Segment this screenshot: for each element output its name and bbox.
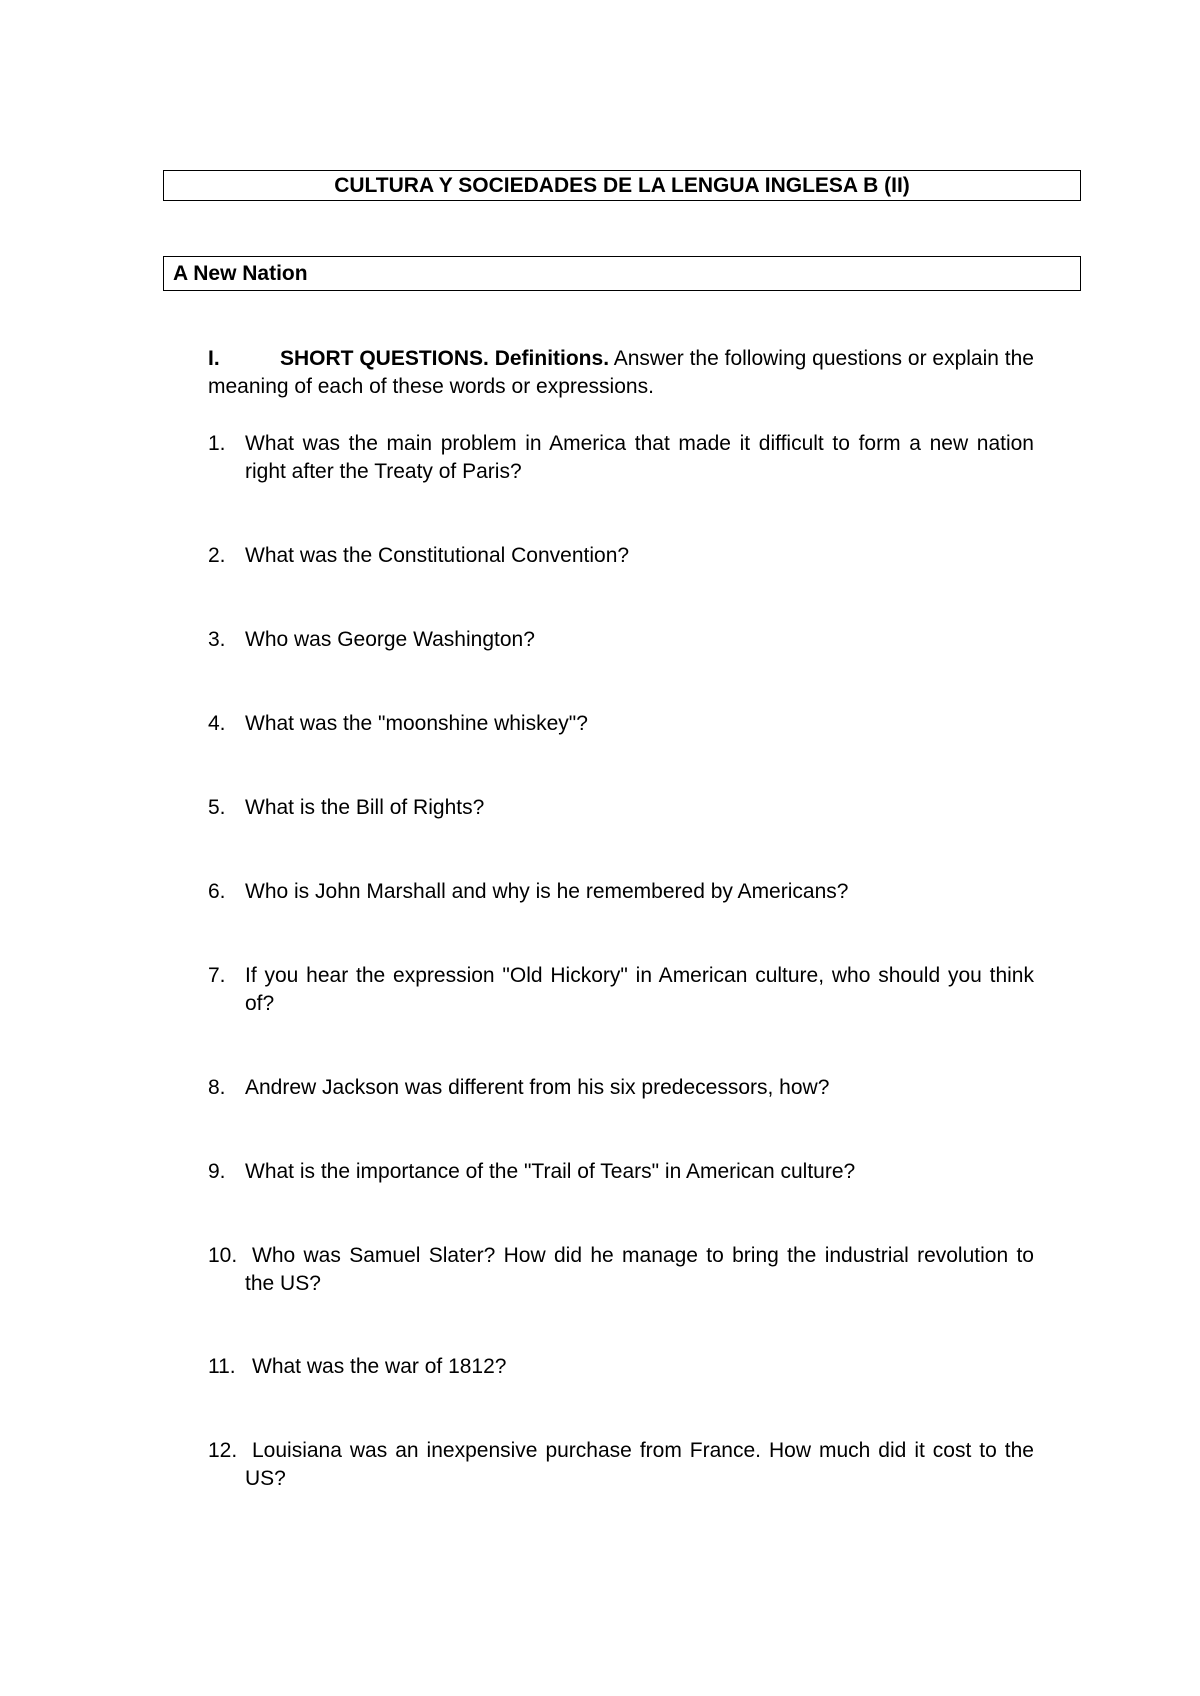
part-number: I. [208, 347, 220, 370]
question-text: If you hear the expression "Old Hickory" in American culture, who should you think of? [245, 964, 1034, 1015]
question-item [208, 1353, 1034, 1381]
question-item [208, 1074, 1034, 1102]
question-number: 9. [208, 1160, 226, 1183]
question-number: 12. [208, 1439, 238, 1462]
question-item [208, 542, 1034, 570]
question-text: Who was Samuel Slater? How did he manage to bring the industrial revolution to the US? [245, 1244, 1034, 1295]
question-item [208, 962, 1034, 1018]
document-title: CULTURA Y SOCIEDADES DE LA LENGUA INGLESA B (II) [163, 170, 1081, 201]
question-item [208, 878, 1034, 906]
question-number: 4. [208, 712, 226, 735]
question-text: What is the Bill of Rights? [245, 796, 485, 819]
question-item [208, 430, 1034, 486]
section-heading: A New Nation [163, 256, 1081, 291]
question-number: 2. [208, 544, 226, 567]
part-instructions: Answer the following questions or explain the meaning of each of these words or expressions. [208, 347, 1034, 398]
question-text: What was the war of 1812? [252, 1355, 507, 1378]
question-number: 5. [208, 796, 226, 819]
question-item [208, 626, 1034, 654]
question-text: Who was George Washington? [245, 628, 535, 651]
question-text: What is the importance of the "Trail of Tears" in American culture? [245, 1160, 856, 1183]
question-number: 8. [208, 1076, 226, 1099]
question-item [208, 1437, 1034, 1493]
question-number: 10. [208, 1244, 238, 1267]
question-item [208, 1242, 1034, 1298]
part-intro [208, 345, 1034, 401]
question-item [208, 794, 1034, 822]
question-text: Louisiana was an inexpensive purchase from France. How much did it cost to the US? [245, 1439, 1034, 1490]
question-item [208, 710, 1034, 738]
question-item [208, 1158, 1034, 1186]
question-text: Who is John Marshall and why is he remembered by Americans? [245, 880, 849, 903]
question-text: What was the "moonshine whiskey"? [245, 712, 588, 735]
question-number: 3. [208, 628, 226, 651]
question-number: 6. [208, 880, 226, 903]
question-text: Andrew Jackson was different from his six predecessors, how? [245, 1076, 830, 1099]
question-number: 1. [208, 432, 226, 455]
question-number: 11. [208, 1355, 236, 1378]
question-text: What was the Constitutional Convention? [245, 544, 630, 567]
question-text: What was the main problem in America that made it difficult to form a new nation right after the Treaty of Paris? [245, 432, 1034, 483]
part-heading: SHORT QUESTIONS. Definitions. [280, 347, 610, 370]
question-number: 7. [208, 964, 226, 987]
